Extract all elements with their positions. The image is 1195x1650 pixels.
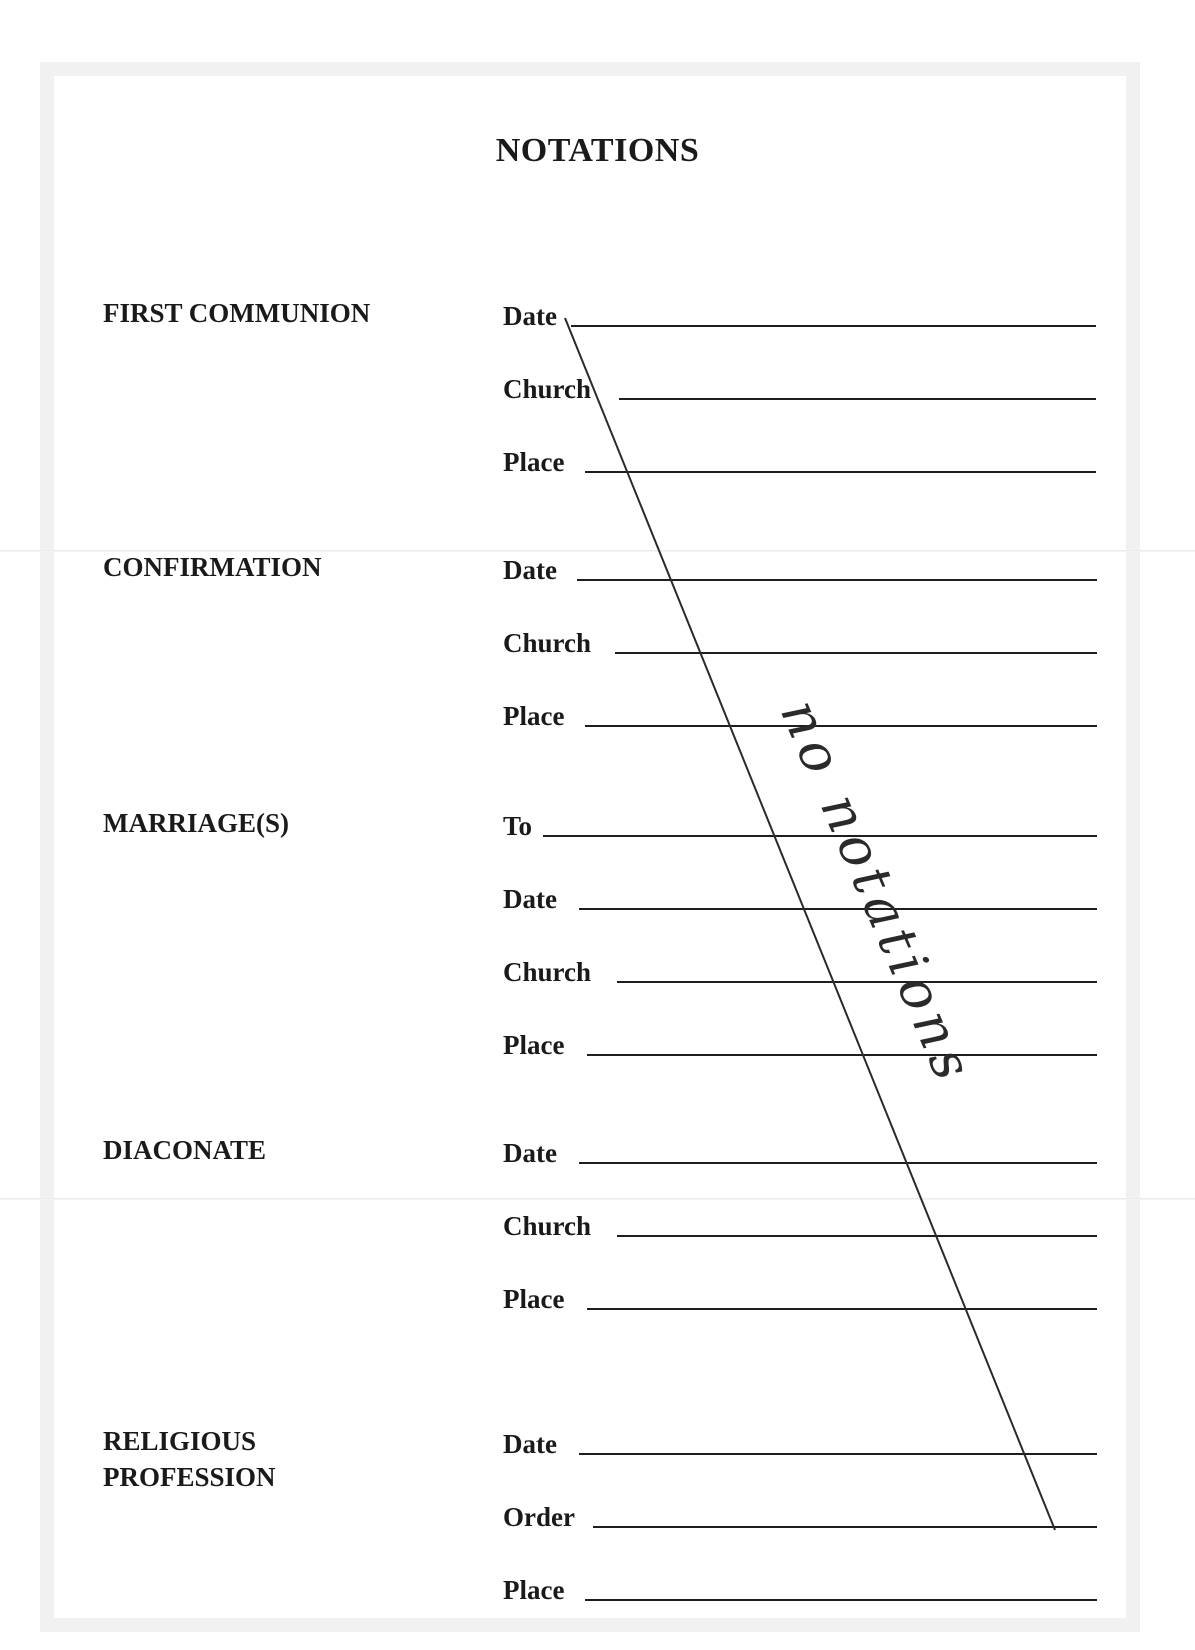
section-heading-confirmation: CONFIRMATION <box>103 552 322 582</box>
section-heading-marriages: MARRIAGE(S) <box>103 808 289 838</box>
field-label: Date <box>503 301 557 331</box>
field-label: Date <box>503 1138 557 1168</box>
field-label: Order <box>503 1502 575 1532</box>
field-label: To <box>503 811 533 841</box>
field-label: Place <box>503 1575 565 1605</box>
section-heading-diaconate: DIACONATE <box>103 1135 267 1165</box>
field-label: Place <box>503 701 565 731</box>
field-label: Place <box>503 1284 565 1314</box>
handwritten-note: no notations <box>768 690 987 1094</box>
field-label: Church <box>503 1211 592 1241</box>
field-label: Date <box>503 1429 557 1459</box>
section-heading-first-communion: FIRST COMMUNION <box>103 298 371 328</box>
section-heading-religious-profession: RELIGIOUS PROFESSION <box>103 1426 276 1492</box>
field-label: Church <box>503 957 592 987</box>
page-title: NOTATIONS <box>495 132 700 169</box>
field-label: Church <box>503 374 592 404</box>
field-label: Place <box>503 1030 565 1060</box>
field-label: Date <box>503 555 557 585</box>
diagonal-strike-line <box>565 318 1055 1530</box>
field-label: Date <box>503 884 557 914</box>
field-label: Place <box>503 447 565 477</box>
field-label: Church <box>503 628 592 658</box>
